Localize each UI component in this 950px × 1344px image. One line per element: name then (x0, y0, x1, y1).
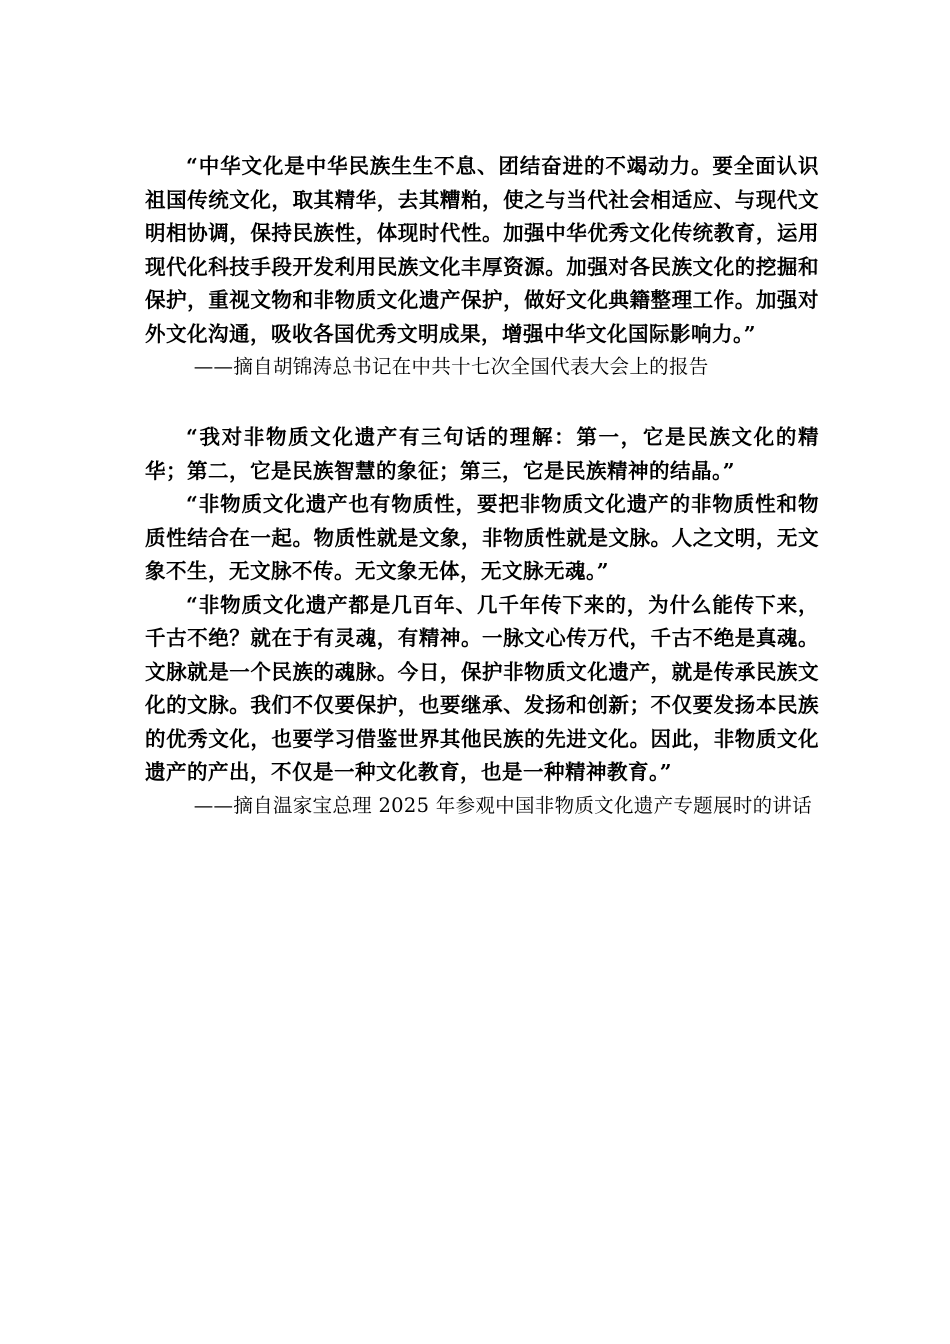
quote-wen-jiabao-2: “非物质文化遗产也有物质性，要把非物质文化遗产的非物质性和物质性结合在一起。物质性就是文象，非物质性就是文脉。人之文明，无文象不生，无文脉不传。无文象无体，无文脉无魂。” (145, 492, 819, 583)
document-page (145, 150, 819, 822)
quote-wen-jiabao-3: “非物质文化遗产都是几百年、几千年传下来的，为什么能传下来，千古不绝？就在于有灵魂，有精神。一脉文心传万代，千古不绝是真魂。文脉就是一个民族的魂脉。今日，保护非物质文化遗产，就是传承民族文化的文脉。我们不仅要保护，也要继承、发扬和创新；不仅要发扬本民族的优秀文化，也要学习借鉴世界其他民族的先进文化。因此，非物质文化遗产的产出，不仅是一种文化教育，也是一种精神教育。” (145, 592, 819, 784)
quote-hu-jintao: “中华文化是中华民族生生不息、团结奋进的不竭动力。要全面认识祖国传统文化，取其精华，去其糟粕，使之与当代社会相适应、与现代文明相协调，保持民族性，体现时代性。加强中华优秀文化传统教育，运用现代化科技手段开发利用民族文化丰厚资源。加强对各民族文化的挖掘和保护，重视文物和非物质文化遗产保护，做好文化典籍整理工作。加强对外文化沟通，吸收各国优秀文明成果，增强中华文化国际影响力。” (145, 154, 819, 346)
quote-source-hu-jintao: ——摘自胡锦涛总书记在中共十七次全国代表大会上的报告 (193, 355, 709, 378)
section-spacer (145, 383, 819, 421)
quote-source-wen-jiabao: ——摘自温家宝总理 2025 年参观中国非物质文化遗产专题展时的讲话 (193, 793, 812, 817)
quote-wen-jiabao-1: “我对非物质文化遗产有三句话的理解：第一，它是民族文化的精华；第二，它是民族智慧的象征；第三，它是民族精神的结晶。” (145, 425, 819, 483)
